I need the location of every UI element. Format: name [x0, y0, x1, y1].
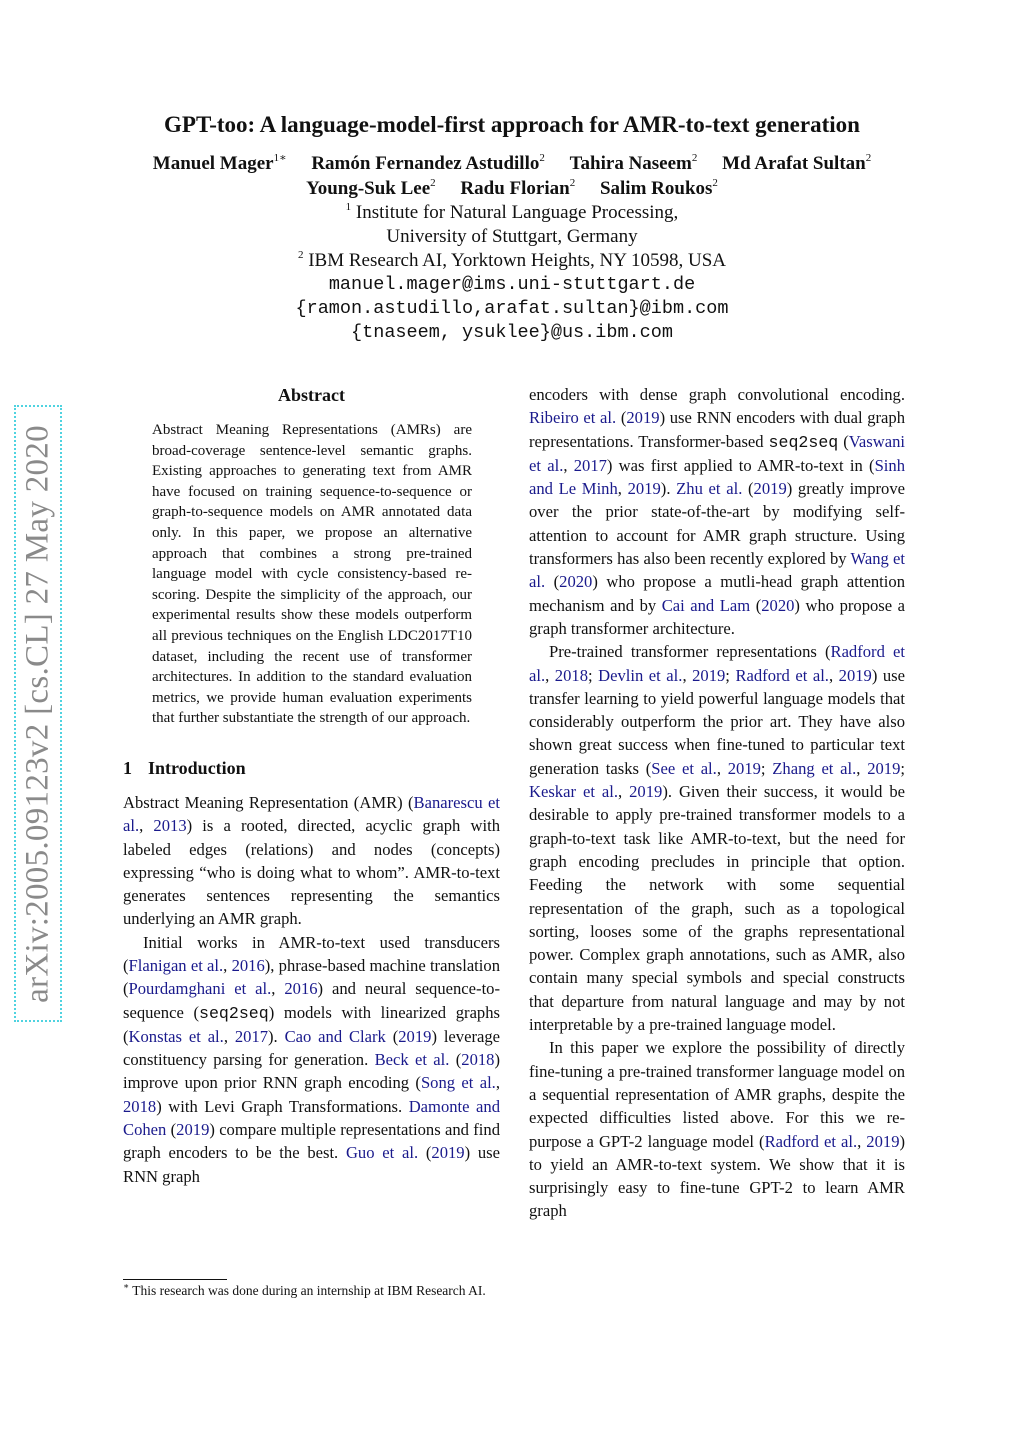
citation-link[interactable]: Cao and Clark	[284, 1026, 386, 1046]
citation-link[interactable]: Radford et al.	[735, 665, 829, 685]
section-heading-introduction: 1 Introduction	[123, 757, 246, 778]
text-run: ) compare multiple representations and find graph encoders to be the best.	[123, 1120, 500, 1163]
citation-link[interactable]: 2019	[753, 479, 787, 499]
text-run: ).	[660, 479, 677, 499]
author: Ramón Fernandez Astudillo$^2$	[311, 152, 545, 174]
citation-link[interactable]: Konstas et al.	[128, 1026, 224, 1046]
footnote-rule	[123, 1279, 227, 1280]
text-run: Initial works in AMR-to-text used transducers (	[123, 932, 500, 975]
citation-link[interactable]: 2013	[153, 816, 187, 836]
citation-link[interactable]: 2016	[284, 979, 318, 999]
paper-header	[0, 108, 1024, 345]
right-paragraph-3	[529, 1036, 905, 1222]
citation-link[interactable]: Beck et al.	[374, 1050, 450, 1070]
text-run: ,	[271, 979, 285, 999]
text-run: ,	[716, 758, 728, 778]
text-run: ) with Levi Graph Transformations.	[156, 1096, 409, 1116]
text-run: Abstract Meaning Representation (AMR) (	[123, 792, 414, 812]
citation-link[interactable]: Damonte and Cohen	[123, 1096, 500, 1140]
author-list-line-1	[0, 151, 1024, 176]
citation-link[interactable]: 2019	[176, 1120, 210, 1140]
arxiv-identifier-stamp	[14, 405, 62, 1022]
text-run: ,	[139, 816, 154, 836]
citation-link[interactable]: Song et al.	[420, 1073, 496, 1093]
citation-link[interactable]: 2018	[554, 665, 588, 685]
text-run: ;	[725, 665, 736, 685]
text-run: ) leverage constituency parsing for generation.	[123, 1026, 501, 1070]
text-run: ) use RNN encoders with dual graph representations. Transformer-based	[529, 408, 905, 451]
text-run: ) improve upon prior RNN graph encoding (	[123, 1050, 500, 1093]
text-run: (	[838, 431, 849, 451]
text-run: (	[545, 572, 560, 592]
text-run: Pre-trained transformer representations (	[549, 642, 831, 662]
text-run: ,	[495, 1073, 500, 1093]
citation-link[interactable]: 2019	[867, 758, 901, 778]
citation-link[interactable]: Sinh and Le Minh	[529, 455, 906, 499]
affiliation-1: $^1$ Institute for Natural Language Processing,	[345, 201, 679, 223]
author: Manuel Mager$^{1∗}$	[152, 152, 287, 174]
citation-link[interactable]: 2016	[231, 955, 265, 975]
citation-link[interactable]: 2019	[692, 665, 726, 685]
footnote: ∗ This research was done during an internship at IBM Research AI.	[123, 1281, 486, 1298]
text-run: (	[385, 1026, 399, 1046]
text-run: ) is a rooted, directed, acyclic graph with labeled edges (relations) and nodes (concepts) expressing “who is doing what to whom”. AMR-to-text generates sentences representing the semantics underlying an AMR graph.	[123, 816, 500, 929]
text-run: (	[166, 1120, 177, 1140]
text-run: ). Given their success, it would be desirable to apply pre-trained transformer models to a graph-to-text task like AMR-to-text, but the need for graph encoding precludes in principle that option. Feeding the network with some sequential representation of the graph, such as a topological sorting, looses some of the graphs representational power. Complex graph annotations, such as AMR, also contain many special symbols and special constructs that departure from natural language and may by not interpretable by a pre-trained language model.	[529, 782, 905, 1035]
citation-link[interactable]: 2017	[573, 455, 607, 475]
text-run: ) use RNN graph	[123, 1143, 500, 1186]
citation-link[interactable]: 2018	[123, 1096, 157, 1116]
citation-link[interactable]: Devlin et al.	[598, 665, 683, 685]
code-term: seq2seq	[768, 432, 839, 452]
citation-link[interactable]: 2019	[398, 1026, 432, 1046]
text-run: (	[750, 595, 762, 615]
citation-link[interactable]: 2019	[838, 665, 872, 685]
text-run: ), phrase-based machine translation (	[123, 955, 500, 999]
author: Tahira Naseem$^2$	[569, 152, 698, 174]
text-run: ,	[857, 1131, 867, 1151]
text-run: encoders with dense graph convolutional encoding.	[529, 385, 905, 404]
citation-link[interactable]: 2019	[431, 1143, 465, 1163]
right-column	[529, 383, 905, 1223]
citation-link[interactable]: 2019	[626, 408, 660, 428]
text-run: ) use transfer learning to yield powerful language models that considerably outperform the prior art. They have also shown great success when fine-tuned to particular text generation tasks (	[529, 665, 905, 778]
text-run: (	[616, 408, 627, 428]
author: Salim Roukos$^2$	[599, 177, 718, 199]
intro-paragraph-2	[123, 931, 500, 1188]
citation-link[interactable]: 2018	[461, 1050, 495, 1070]
citation-link[interactable]: Radford et al.	[529, 642, 905, 685]
citation-link[interactable]: Banarescu et al.	[123, 792, 500, 836]
text-run: ) greatly improve over the prior state-of-the-art by modifying self-attention to account for AMR graph structure. Using transformers has also been recently explored by	[529, 479, 905, 569]
text-run: (	[418, 1143, 432, 1163]
right-paragraph-2	[529, 640, 905, 1036]
text-run: (	[449, 1050, 462, 1070]
text-run: ;	[587, 665, 599, 685]
text-run: ) was first applied to AMR-to-text in (	[606, 455, 875, 475]
text-run: ).	[268, 1026, 285, 1046]
citation-link[interactable]: Vaswani et al.	[529, 431, 905, 475]
citation-link[interactable]: 2019	[627, 479, 661, 499]
text-run: ,	[223, 955, 232, 975]
left-column	[123, 380, 500, 1188]
citation-link[interactable]: 2020	[559, 572, 593, 592]
author: Radu Florian$^2$	[460, 177, 576, 199]
text-run: ,	[828, 665, 839, 685]
author-list-line-2	[0, 176, 1024, 201]
citation-link[interactable]: 2019	[866, 1131, 900, 1151]
email-1: manuel.mager@ims.uni-stuttgart.de	[328, 274, 696, 295]
text-run: ) models with linearized graphs (	[123, 1002, 500, 1046]
citation-link[interactable]: 2020	[761, 595, 795, 615]
citation-link[interactable]: Zhu et al.	[676, 479, 743, 499]
right-paragraph-1	[529, 383, 905, 640]
text-run: ,	[545, 665, 555, 685]
citation-link[interactable]: Wang et al.	[529, 549, 906, 592]
citation-link[interactable]: Guo et al.	[345, 1143, 419, 1163]
text-run: ) to yield an AMR-to-text system. We show that it is surprisingly easy to fine-tune GPT-2 to learn AMR graph	[529, 1131, 906, 1221]
citation-link[interactable]: 2017	[234, 1026, 269, 1046]
abstract-text: Abstract Meaning Representations (AMRs) are broad-coverage sentence-level semantic graphs. Existing approaches to generating text from AMR have focused on training sequence-to-sequence or graph-to-sequence models on AMR annotated data only. In this paper, we propose an alternative approach that combines a strong pre-trained language model with cycle consistency-based re-scoring. Despite the simplicity of the approach, our experimental results show these models outperform all previous techniques on the English LDC2017T10 dataset, including the recent use of transformer architectures. In addition to the standard evaluation metrics, we provide human evaluation experiments that further substantiate the strength of our approach.	[152, 422, 472, 727]
text-run: ) who propose a graph transformer architecture.	[529, 595, 905, 638]
citation-link[interactable]: Pourdamghani et al.	[128, 979, 272, 999]
text-run: ,	[617, 479, 628, 499]
citation-link[interactable]: Radford et al.	[764, 1131, 858, 1151]
citation-link[interactable]: See et al.	[651, 758, 717, 778]
author: Md Arafat Sultan$^2$	[722, 152, 872, 174]
citation-link[interactable]: 2019	[629, 782, 663, 802]
citation-link[interactable]: Cai and Lam	[661, 595, 751, 615]
text-run: ) and neural sequence-to-sequence (	[123, 979, 501, 1022]
citation-link[interactable]: Zhang et al.	[772, 758, 857, 778]
citation-link[interactable]: Keskar et al.	[529, 782, 619, 802]
citation-link[interactable]: Flanigan et al.	[128, 955, 224, 975]
text-run: ,	[682, 665, 693, 685]
author: Young-Suk Lee$^2$	[306, 177, 436, 199]
text-run: ,	[618, 782, 630, 802]
email-2: {ramon.astudillo,arafat.sultan}@ibm.com	[295, 298, 729, 319]
text-run: (	[742, 479, 754, 499]
text-run: ,	[856, 758, 868, 778]
text-run: ) who propose a mutli-head graph attention mechanism and by	[529, 572, 905, 615]
text-run: ,	[563, 455, 574, 475]
text-run: ;	[760, 758, 773, 778]
paper-title: GPT-too: A language-model-first approach for AMR-to-text generation	[164, 112, 860, 137]
citation-link[interactable]: Ribeiro et al.	[529, 408, 617, 428]
arxiv-identifier-text: arXiv:2005.09123v2 [cs.CL] 27 May 2020	[19, 424, 56, 1003]
intro-paragraph-1	[123, 791, 500, 931]
citation-link[interactable]: 2019	[727, 758, 761, 778]
email-3: {tnaseem, ysuklee}@us.ibm.com	[351, 322, 673, 343]
affiliation-1-line-2: University of Stuttgart, Germany	[386, 226, 638, 247]
text-run: ,	[223, 1026, 235, 1046]
affiliation-2: $^2$ IBM Research AI, Yorktown Heights, NY 10598, USA	[297, 249, 727, 271]
code-term: seq2seq	[199, 1003, 269, 1023]
text-run: In this paper we explore the possibility of directly fine-tuning a pre-trained transformer language model on a sequential representation of AMR graphs, despite the expected difficulties listed above. For this we re-purpose a GPT-2 language model (	[529, 1038, 905, 1151]
text-run: ;	[900, 758, 906, 778]
abstract-heading: Abstract	[278, 385, 345, 405]
